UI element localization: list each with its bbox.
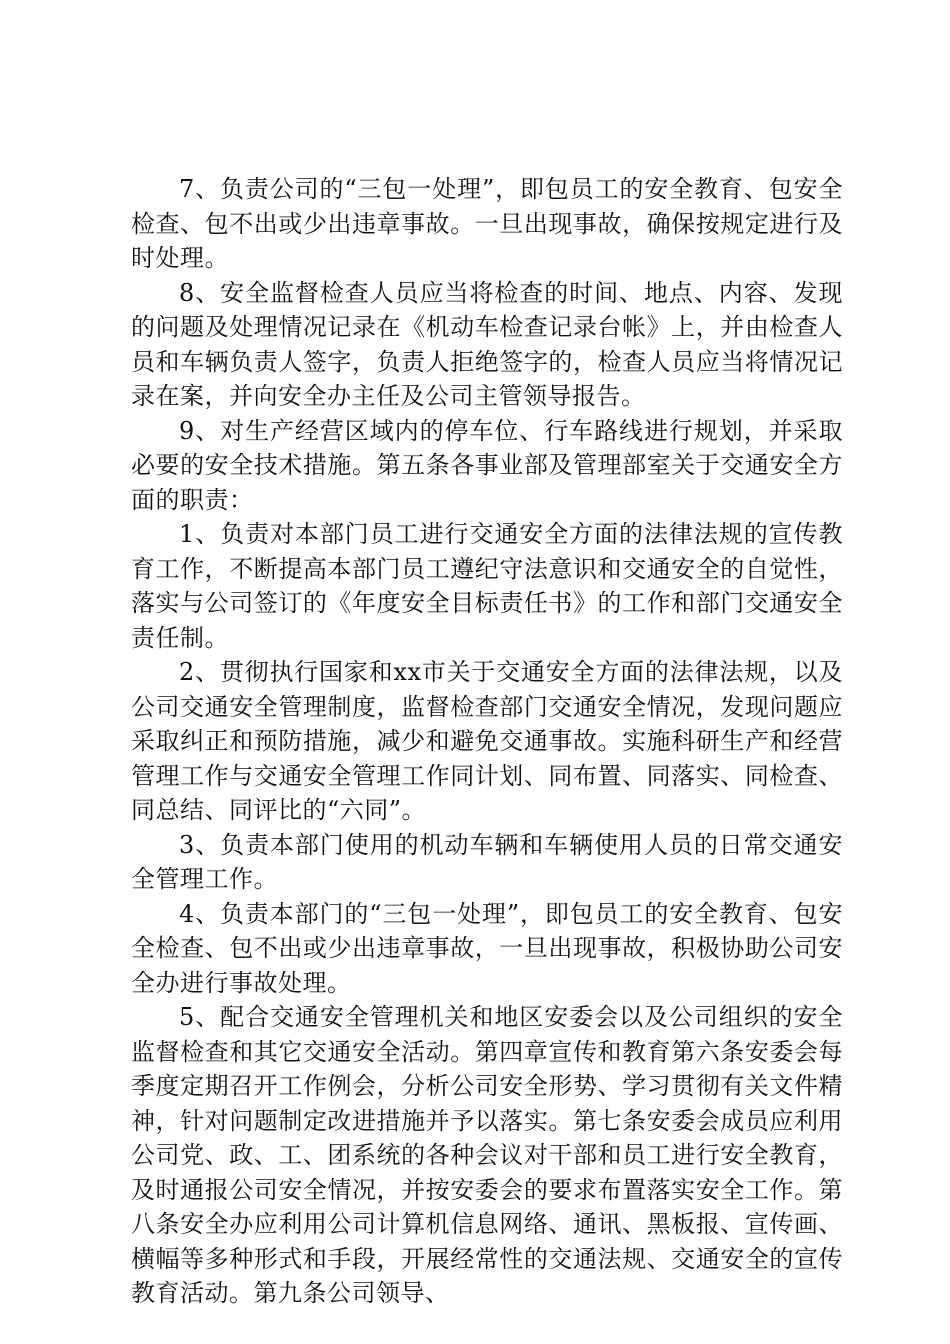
paragraph-dept-3: 3、负责本部门使用的机动车辆和车辆使用人员的日常交通安全管理工作。 — [131, 830, 843, 893]
paragraph-item-9: 9、对生产经营区域内的停车位、行车路线进行规划，并采取必要的安全技术措施。第五条各事业部及管理部室关于交通安全方面的职责： — [131, 416, 843, 514]
paragraph-item-8: 8、安全监督检查人员应当将检查的时间、地点、内容、发现的问题及处理情况记录在《机动车检查记录台帐》上，并由检查人员和车辆负责人签字，负责人拒绝签字的，检查人员应当将情况记录在案，并向安全办主任及公司主管领导报告。 — [131, 278, 843, 410]
document-body — [131, 172, 843, 1311]
paragraph-dept-5: 5、配合交通安全管理机关和地区安委会以及公司组织的安全监督检查和其它交通安全活动。第四章宣传和教育第六条安委会每季度定期召开工作例会，分析公司安全形势、学习贯彻有关文件精神，针对问题制定改进措施并予以落实。第七条安委会成员应利用公司党、政、工、团系统的各种会议对干部和员工进行安全教育，及时通报公司安全情况，并按安委会的要求布置落实安全工作。第八条安全办应利用公司计算机信息网络、通讯、黑板报、宣传画、横幅等多种形式和手段，开展经常性的交通法规、交通安全的宣传教育活动。第九条公司领导、 — [131, 1003, 843, 1307]
paragraph-dept-4: 4、负责本部门的“三包一处理”，即包员工的安全教育、包安全检查、包不出或少出违章事故，一旦出现事故，积极协助公司安全办进行事故处理。 — [131, 899, 843, 997]
paragraph-item-7: 7、负责公司的“三包一处理”，即包员工的安全教育、包安全检查、包不出或少出违章事故。一旦出现事故，确保按规定进行及时处理。 — [131, 175, 843, 272]
paragraph-dept-2: 2、贯彻执行国家和xx市关于交通安全方面的法律法规，以及公司交通安全管理制度，监督检查部门交通安全情况，发现问题应采取纠正和预防措施，减少和避免交通事故。实施科研生产和经营管理工作与交通安全管理工作同计划、同布置、同落实、同检查、同总结、同评比的“六同”。 — [131, 658, 843, 824]
paragraph-dept-1: 1、负责对本部门员工进行交通安全方面的法律法规的宣传教育工作，不断提高本部门员工遵纪守法意识和交通安全的自觉性，落实与公司签订的《年度安全目标责任书》的工作和部门交通安全责任制。 — [131, 520, 843, 652]
